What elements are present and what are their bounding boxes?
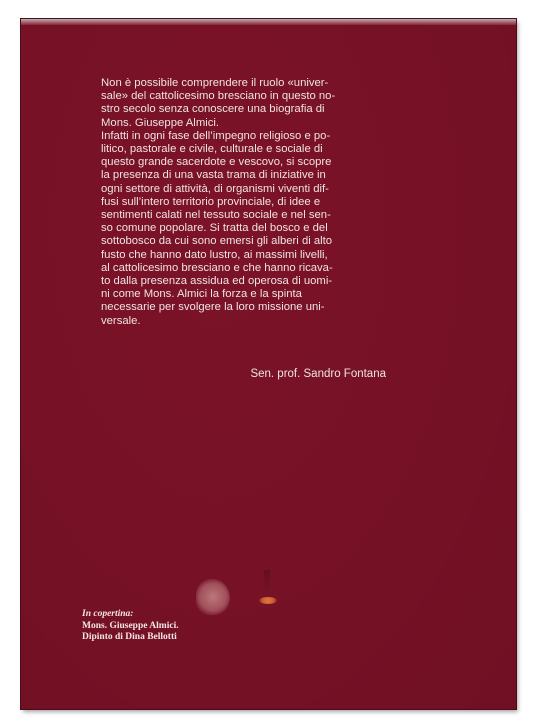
blurb-line: sale» del cattolicesimo bresciano in questo no- [101,90,336,103]
cover-scratch [264,570,270,592]
blurb-line: so comune popolare. Si tratta del bosco e del [101,222,328,235]
caption-artist: Dipinto di Dina Bellotti [82,632,177,642]
blurb-line: questo grande sacerdote e vescovo, si scopre [101,156,332,169]
blurb-line: ogni settore di attività, di organismi viventi dif- [101,182,329,195]
blurb-line: sottobosco da cui sono emersi gli alberi di alto [101,235,333,248]
blurb-line: necessarie per svolgere la loro missione uni- [101,301,325,314]
author-signature: Sen. prof. Sandro Fontana [250,368,386,380]
blurb-line: litico, pastorale e civile, culturale e sociale di [101,143,323,156]
cover-caption [82,609,179,644]
blurb-text [101,77,385,328]
blurb-line: sentimenti calati nel tessuto sociale e nel sen- [101,209,331,222]
caption-title: In copertina: [82,609,134,619]
blurb-line: versale. [101,314,141,327]
cover-top-edge [21,19,516,25]
blurb-line: fusi sull’intero territorio provinciale, di idee e [101,195,321,208]
blurb-line: al cattolicesimo bresciano e che hanno ricava- [101,261,333,274]
blurb-line: Mons. Giuseppe Almici. [101,116,220,129]
cover-stain [196,579,230,615]
blurb-line: Infatti in ogni fase dell’impegno religioso e po- [101,129,331,142]
blurb-line: la presenza di una vasta trama di iniziative in [101,169,326,182]
blurb-line: to dalla presenza assidua ed operosa di uomi- [101,275,333,288]
caption-subject: Mons. Giuseppe Almici. [82,620,179,631]
blurb-line: ni come Mons. Almici la forza e la spinta [101,288,302,301]
book-back-cover [21,19,516,709]
blurb-line: fusto che hanno dato lustro, ai massimi livelli, [101,248,328,261]
blurb-line: Non è possibile comprendere il ruolo «univer- [101,77,329,89]
blurb-line: stro secolo senza conoscere una biografia di [101,103,325,116]
cover-stain-orange [259,597,277,604]
